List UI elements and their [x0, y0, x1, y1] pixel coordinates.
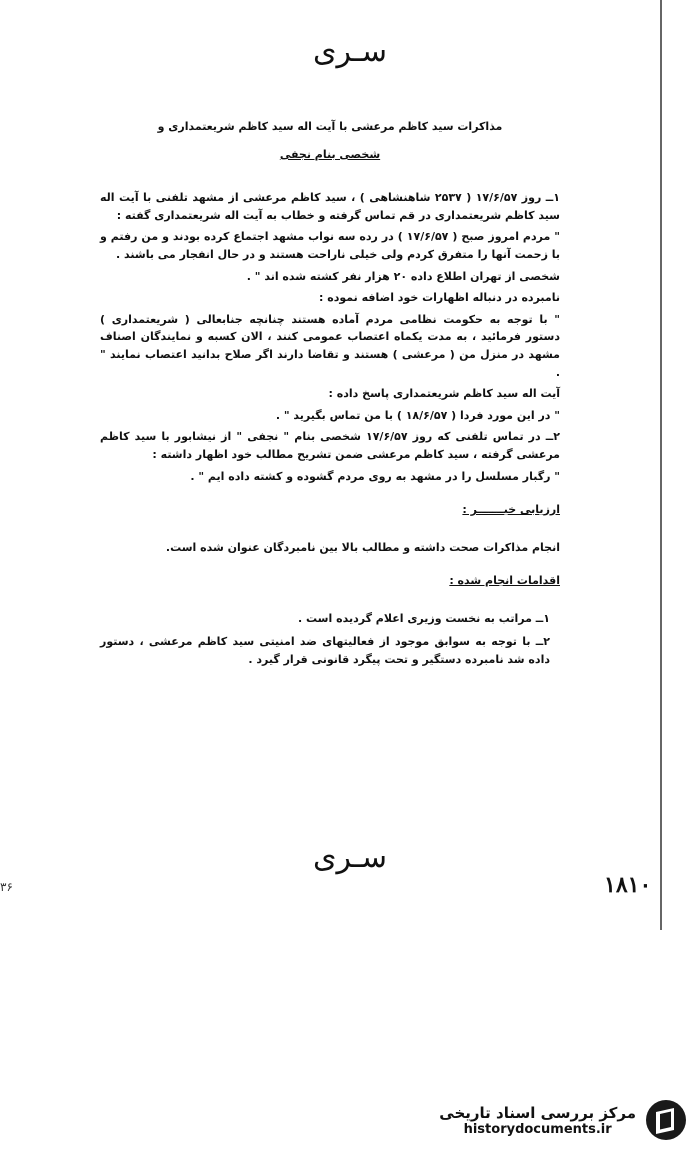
document-title — [100, 118, 560, 163]
page-edge-line — [660, 0, 662, 930]
paragraph-4: نامبرده در دنباله اظهارات خود اضافه نموده : — [318, 291, 560, 305]
watermark-url: historydocuments.ir — [463, 1121, 612, 1137]
actions-heading: اقدامات انجام شده : — [449, 574, 560, 588]
watermark-name: مركز بررسى اسناد تاريخى — [439, 1103, 636, 1122]
classification-header: سـرى — [313, 34, 387, 69]
title-line-2: شخصى بنام نجفى — [279, 147, 381, 161]
paragraph-1: ۱ــ روز ۱۷/۶/۵۷ ( ۲۵۳۷ شاهنشاهى ) ، سيد كاظم مرعشى از مشهد تلفنى با آيت اله سيد كاظم شريعتمدارى در قم تماس گرفته و خطاب به آيت اله شريعتمدارى گفته : — [100, 191, 561, 222]
paragraph-5: " با توجه به حكومت نظامى مردم آماده هستند چنانچه جنابعالى ( شريعتمدارى ) دستور فرمائيد ، به مدت يكماه اعتصاب عمومى كنند ، الان كسبه و نمايندگان اصناف مشهد در منزل من ( مرعشى ) هستند و تقاضا دارند اگر صلاح بدانيد اعتصاب نمايند " . — [100, 312, 560, 379]
paragraph-8: ۲ــ در تماس تلفنى كه روز ۱۷/۶/۵۷ شخصى بنام " نجفى " از نيشابور با سيد كاظم مرعشى گرفته ، سيد كاظم مرعشى ضمن تشريح مطالب خود اظهار داشته : — [100, 430, 561, 461]
paragraph-7: " در اين مورد فردا ( ۱۸/۶/۵۷ ) با من تماس بگيريد " . — [275, 408, 560, 422]
archive-logo-icon — [644, 1098, 688, 1142]
page-number: ۱۸۱۰ — [604, 872, 652, 898]
margin-handwritten-mark: ۳۶ — [0, 880, 13, 894]
paragraph-9: " رگبار مسلسل را در مشهد به روى مردم گشوده و كشته داده ايم " . — [190, 469, 560, 483]
assessment-text: انجام مذاكرات صحت داشته و مطالب بالا بين نامبردگان عنوان شده است. — [165, 540, 560, 554]
title-line-1: مذاكرات سيد كاظم مرعشى با آيت اله سيد كاظم شريعتمدارى و — [157, 120, 503, 133]
paragraph-6: آيت اله سيد كاظم شريعتمدارى پاسخ داده : — [328, 387, 560, 401]
assessment-heading: ارزيابى خبـــــــر : — [462, 503, 560, 517]
document-body — [100, 118, 560, 675]
action-item-2: ۲ــ با توجه به سوابق موجود از فعاليتهاى ضد امنيتى سيد كاظم مرعشى ، دستور داده شد نامبرده دستگير و تحت پيگرد قانونى قرار گيرد . — [100, 635, 550, 667]
paragraph-3: شخصى از تهران اطلاع داده ۲۰ هزار نفر كشته شده اند " . — [246, 269, 560, 283]
watermark — [439, 1098, 688, 1142]
classification-footer: سـرى — [313, 840, 387, 875]
action-item-1: ۱ــ مراتب به نخست وزيرى اعلام گرديده است . — [298, 611, 550, 625]
paragraph-2: " مردم امروز صبح ( ۱۷/۶/۵۷ ) در رده سه نواب مشهد اجتماع كرده بودند و من رفتم و با زحمت آنها را متفرق كردم ولى خيلى ناراحت هستند و در حال انفجار مى باشند . — [100, 230, 560, 261]
